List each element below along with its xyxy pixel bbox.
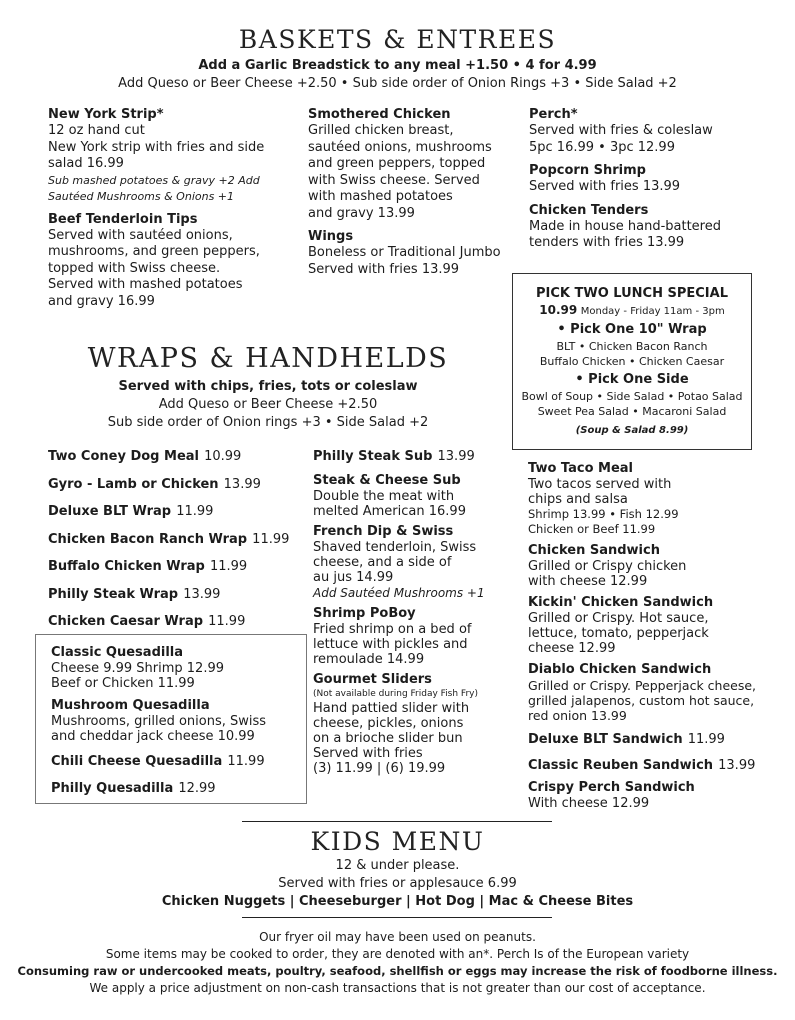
wraps-title: WRAPS & HANDHELDS xyxy=(87,343,449,374)
menu-item-name: Philly Steak Sub xyxy=(313,449,433,464)
menu-item-name: French Dip & Swiss xyxy=(313,523,454,539)
menu-item-name: Chicken Bacon Ranch Wrap xyxy=(48,531,248,547)
menu-item-desc: Made in house hand-battered tenders with fries 13.99 xyxy=(529,218,721,250)
menu-item-name: Chicken Tenders xyxy=(529,202,649,218)
menu-item-name: Classic Reuben Sandwich xyxy=(528,757,714,773)
menu-item-desc: With cheese 12.99 xyxy=(528,796,650,811)
menu-item-desc: Fried shrimp on a bed of lettuce with pickles and remoulade 14.99 xyxy=(313,621,472,667)
menu-item-options: Shrimp 13.99 • Fish 12.99 Chicken or Beef 11.99 xyxy=(528,507,679,536)
menu-item xyxy=(528,728,768,749)
menu-item-desc: Grilled chicken breast, sautéed onions, mushrooms and green peppers, topped with Swiss cheese. Served with mashed potatoes and gravy 13.99 xyxy=(308,123,492,221)
baskets-column-1 xyxy=(48,106,288,316)
menu-item-desc: Boneless or Traditional Jumbo Served with fries 13.99 xyxy=(308,245,501,277)
divider xyxy=(242,821,552,822)
menu-item-name: Smothered Chicken xyxy=(308,107,451,122)
menu-item-price: 13.99 xyxy=(437,449,475,464)
menu-item-price: 11.99 xyxy=(209,559,248,574)
menu-item-note: Sub mashed potatoes & gravy +2 Add Sautéed Mushrooms & Onions +1 xyxy=(48,173,260,203)
menu-item-price: 11.99 xyxy=(176,504,214,519)
menu-item xyxy=(528,460,768,537)
kids-served: Served with fries or applesauce 6.99 xyxy=(278,876,517,891)
footer-peanut-note: Our fryer oil may have been used on peanuts. xyxy=(259,930,536,944)
wraps-addon-2: Sub side order of Onion rings +3 • Side Salad +2 xyxy=(107,415,429,430)
menu-item xyxy=(313,472,513,519)
menu-item xyxy=(528,594,768,656)
menu-item xyxy=(308,106,508,222)
menu-item-name: Deluxe BLT Wrap xyxy=(48,504,172,519)
menu-item xyxy=(529,106,759,156)
menu-item xyxy=(51,697,301,744)
menu-item-price: 11.99 xyxy=(252,531,290,547)
menu-item xyxy=(51,750,301,771)
menu-item-name: Gyro - Lamb or Chicken xyxy=(48,476,219,492)
menu-item-small-note: (Not available during Friday Fish Fry) xyxy=(313,688,478,699)
menu-item-price: 11.99 xyxy=(208,614,246,629)
menu-item-desc: 12 oz hand cut New York strip with fries and side salad 16.99 xyxy=(48,123,265,171)
menu-item-name: Diablo Chicken Sandwich xyxy=(528,662,712,677)
lunch-special-side-heading: • Pick One Side xyxy=(575,372,689,387)
menu-item xyxy=(313,671,513,776)
menu-item-name: Kickin' Chicken Sandwich xyxy=(528,595,714,610)
menu-item xyxy=(528,542,768,589)
menu-item-desc: Hand pattied slider with cheese, pickles, onions on a brioche slider bun Served with fries (3) 11.99 | (6) 19.99 xyxy=(313,700,470,776)
menu-item-desc: Grilled or Crispy chicken with cheese 12.99 xyxy=(528,559,687,589)
kids-title: KIDS MENU xyxy=(310,827,485,856)
wraps-addon-1: Add Queso or Beer Cheese +2.50 xyxy=(158,397,378,412)
wraps-column-3 xyxy=(528,460,768,817)
menu-item-desc: Shaved tenderloin, Swiss cheese, and a side of au jus 14.99 xyxy=(313,539,477,585)
menu-item-name: Two Taco Meal xyxy=(528,461,634,476)
menu-item xyxy=(48,211,288,311)
menu-item xyxy=(313,605,513,667)
menu-item xyxy=(48,610,303,631)
menu-item-name: New York Strip* xyxy=(48,107,164,122)
lunch-special-wrap-options-1: BLT • Chicken Bacon Ranch xyxy=(556,340,708,353)
menu-item-desc: Double the meat with melted American 16.99 xyxy=(313,488,466,519)
menu-item xyxy=(48,445,303,466)
wraps-served: Served with chips, fries, tots or coleslaw xyxy=(118,379,418,394)
menu-item-price: 10.99 xyxy=(204,449,242,464)
menu-item-name: Chicken Sandwich xyxy=(528,543,660,558)
footer-cooked-note: Some items may be cooked to order, they are denoted with an*. Perch Is of the European variety xyxy=(105,947,690,961)
menu-item-name: Crispy Perch Sandwich xyxy=(528,780,695,795)
menu-item xyxy=(48,528,303,549)
menu-item-name: Gourmet Sliders xyxy=(313,671,432,687)
menu-item-name: Perch* xyxy=(529,107,578,122)
menu-item xyxy=(528,661,768,723)
footer-warning: Consuming raw or undercooked meats, poultry, seafood, shellfish or eggs may increase the risk of foodborne illness. xyxy=(17,964,778,978)
menu-item-price: 13.99 xyxy=(183,586,221,602)
menu-item xyxy=(308,228,508,278)
menu-item xyxy=(48,583,303,604)
menu-item-desc: Grilled or Crispy. Hot sauce, lettuce, tomato, pepperjack cheese 12.99 xyxy=(528,611,709,656)
kids-age: 12 & under please. xyxy=(335,858,460,873)
menu-item-name: Wings xyxy=(308,229,354,244)
menu-item-name: Philly Quesadilla xyxy=(51,780,174,796)
menu-item-desc: Served with sautéed onions, mushrooms, and green peppers, topped with Swiss cheese. Served with mashed potatoes and gravy 16.99 xyxy=(48,227,260,309)
menu-item-name: Two Coney Dog Meal xyxy=(48,449,199,464)
menu-item-desc: Mushrooms, grilled onions, Swiss and cheddar jack cheese 10.99 xyxy=(51,714,267,744)
menu-item xyxy=(313,445,513,466)
menu-item-name: Popcorn Shrimp xyxy=(529,163,646,178)
lunch-special-wrap-options-2: Buffalo Chicken • Chicken Caesar xyxy=(539,355,725,368)
lunch-special-side-options-2: Sweet Pea Salad • Macaroni Salad xyxy=(537,405,727,418)
menu-item-name: Mushroom Quesadilla xyxy=(51,698,210,713)
menu-item-name: Deluxe BLT Sandwich xyxy=(528,732,683,747)
menu-item xyxy=(48,555,303,576)
kids-items: Chicken Nuggets | Cheeseburger | Hot Dog | Mac & Cheese Bites xyxy=(161,894,634,909)
menu-item xyxy=(528,779,768,811)
divider xyxy=(242,917,552,918)
menu-item xyxy=(528,754,768,775)
menu-item-desc: Served with fries & coleslaw 5pc 16.99 • 3pc 12.99 xyxy=(529,123,713,155)
menu-item xyxy=(529,162,759,196)
menu-item-desc: Grilled or Crispy. Pepperjack cheese, grilled jalapenos, custom hot sauce, red onion 13.99 xyxy=(528,678,757,723)
baskets-promo: Add a Garlic Breadstick to any meal +1.50 • 4 for 4.99 xyxy=(198,58,597,73)
lunch-special-title: PICK TWO LUNCH SPECIAL xyxy=(536,286,728,301)
menu-item xyxy=(313,523,513,601)
wraps-column-2 xyxy=(313,445,513,782)
menu-item-price: 11.99 xyxy=(227,754,265,769)
menu-item-name: Beef Tenderloin Tips xyxy=(48,211,198,227)
menu-item xyxy=(48,106,288,205)
menu-item-desc: Two tacos served with chips and salsa xyxy=(528,477,672,507)
menu-item-name: Chili Cheese Quesadilla xyxy=(51,754,223,769)
menu-item-price: 13.99 xyxy=(718,757,756,773)
menu-item-name: Buffalo Chicken Wrap xyxy=(48,559,205,574)
lunch-special-hours: Monday - Friday 11am - 3pm xyxy=(580,306,725,317)
menu-item-price: 11.99 xyxy=(687,732,725,747)
menu-item-price: 12.99 xyxy=(178,780,216,796)
baskets-title: BASKETS & ENTREES xyxy=(238,25,557,54)
menu-item-desc: Cheese 9.99 Shrimp 12.99 Beef or Chicken 11.99 xyxy=(51,661,225,691)
lunch-special-price-line xyxy=(513,303,751,319)
menu-item-name: Chicken Caesar Wrap xyxy=(48,614,204,629)
menu-item-name: Steak & Cheese Sub xyxy=(313,472,461,488)
baskets-addons: Add Queso or Beer Cheese +2.50 • Sub side order of Onion Rings +3 • Side Salad +2 xyxy=(118,76,677,91)
menu-item-name: Shrimp PoBoy xyxy=(313,605,416,621)
menu-item-price: 13.99 xyxy=(223,476,261,492)
lunch-special-box xyxy=(512,273,752,450)
menu-item xyxy=(48,500,303,521)
menu-item-name: Philly Steak Wrap xyxy=(48,586,179,602)
lunch-special-side-options-1: Bowl of Soup • Side Salad • Potao Salad xyxy=(521,390,743,403)
menu-item-desc: Served with fries 13.99 xyxy=(529,179,681,194)
menu-item xyxy=(51,644,301,691)
quesadilla-box xyxy=(35,634,307,804)
menu-item xyxy=(48,473,303,494)
lunch-special-wrap-heading: • Pick One 10" Wrap xyxy=(557,322,707,337)
menu-item xyxy=(529,202,759,252)
quesadilla-list xyxy=(51,644,301,803)
menu-item xyxy=(51,777,301,798)
lunch-special-price: 10.99 xyxy=(539,303,578,317)
menu-item-name: Classic Quesadilla xyxy=(51,645,184,660)
wraps-column-1 xyxy=(48,445,303,638)
footer-price-adjustment: We apply a price adjustment on non-cash transactions that is not greater than our cost of acceptance. xyxy=(89,981,706,995)
baskets-column-3 xyxy=(529,106,759,258)
baskets-column-2 xyxy=(308,106,508,284)
lunch-special-note: (Soup & Salad 8.99) xyxy=(575,425,689,436)
menu-item-note: Add Sautéed Mushrooms +1 xyxy=(313,585,485,600)
